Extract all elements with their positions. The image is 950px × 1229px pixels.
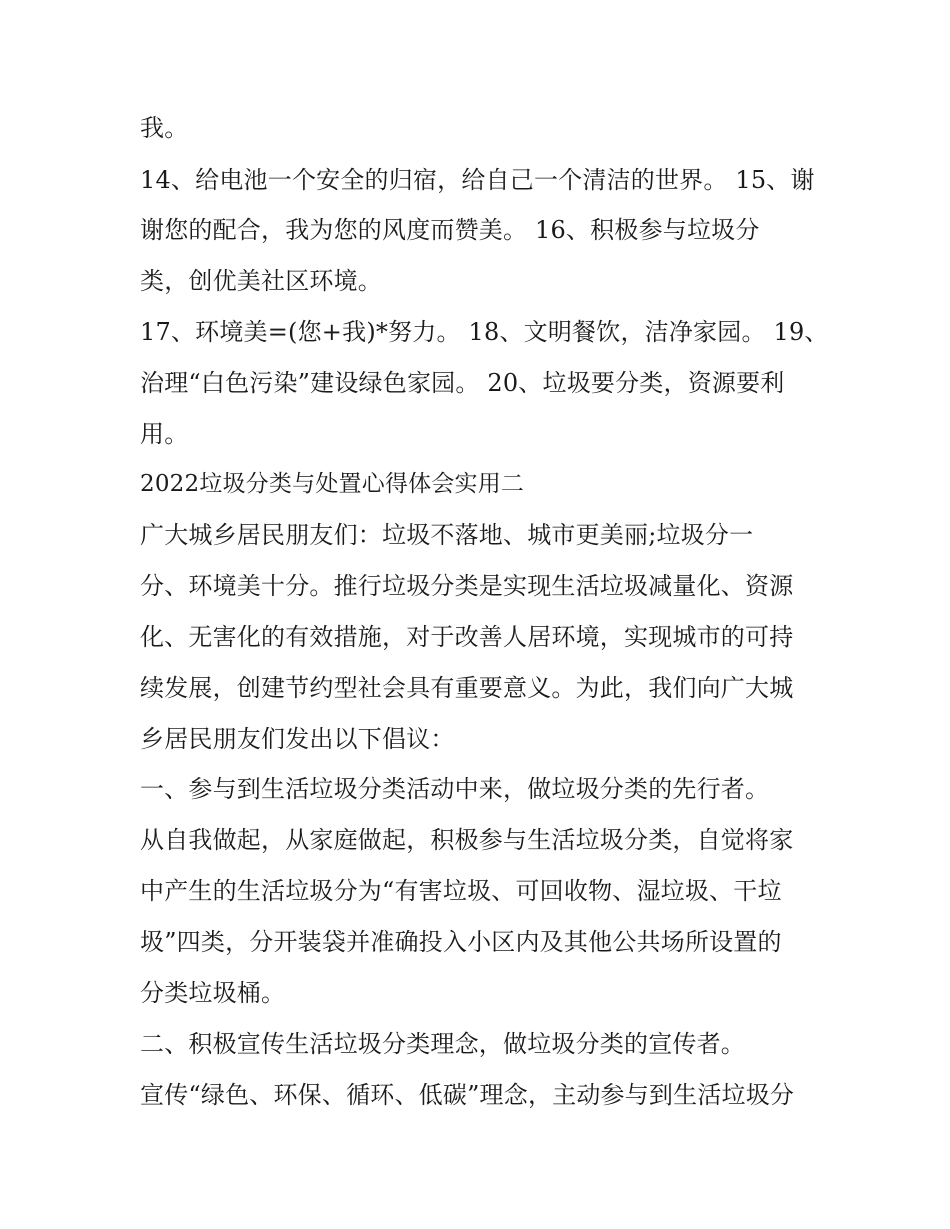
text-line: 分类垃圾桶。 [140, 979, 286, 1007]
text-line: 分、环境美十分。推行垃圾分类是实现生活垃圾减量化、资源 [140, 572, 794, 600]
text-line: 续发展，创建节约型社会具有重要意义。为此，我们向广大城 [140, 674, 794, 702]
text-line: 化、无害化的有效措施，对于改善人居环境，实现城市的可持 [140, 623, 794, 651]
text-line: 14、给电池一个安全的归宿，给自己一个清洁的世界。 15、谢 [140, 166, 815, 194]
text-line: 类，创优美社区环境。 [140, 267, 382, 295]
text-line: 宣传“绿色、环保、循环、低碳”理念，主动参与到生活垃圾分 [140, 1081, 795, 1109]
text-line: 乡居民朋友们发出以下倡议： [140, 725, 455, 753]
text-line: 从自我做起，从家庭做起，积极参与生活垃圾分类，自觉将家 [140, 826, 794, 854]
text-line: 用。 [140, 420, 189, 448]
text-line: 广大城乡居民朋友们：垃圾不落地、城市更美丽;垃圾分一 [140, 521, 754, 549]
text-line: 二、积极宣传生活垃圾分类理念，做垃圾分类的宣传者。 [140, 1030, 745, 1058]
text-line: 谢您的配合，我为您的风度而赞美。 16、积极参与垃圾分 [140, 216, 760, 244]
text-line: 治理“白色污染”建设绿色家园。 20、垃圾要分类，资源要利 [140, 369, 785, 397]
text-line: 一、参与到生活垃圾分类活动中来，做垃圾分类的先行者。 [140, 775, 770, 803]
text-line: 我。 [140, 114, 189, 142]
text-line: 圾”四类，分开装袋并准确投入小区内及其他公共场所设置的 [140, 928, 782, 956]
text-line: 17、环境美=(您+我)*努力。 18、文明餐饮，洁净家园。 19、 [140, 318, 829, 346]
section-heading: 2022垃圾分类与处置心得体会实用二 [140, 471, 525, 497]
text-line: 中产生的生活垃圾分为“有害垃圾、可回收物、湿垃圾、干垃 [140, 877, 782, 905]
